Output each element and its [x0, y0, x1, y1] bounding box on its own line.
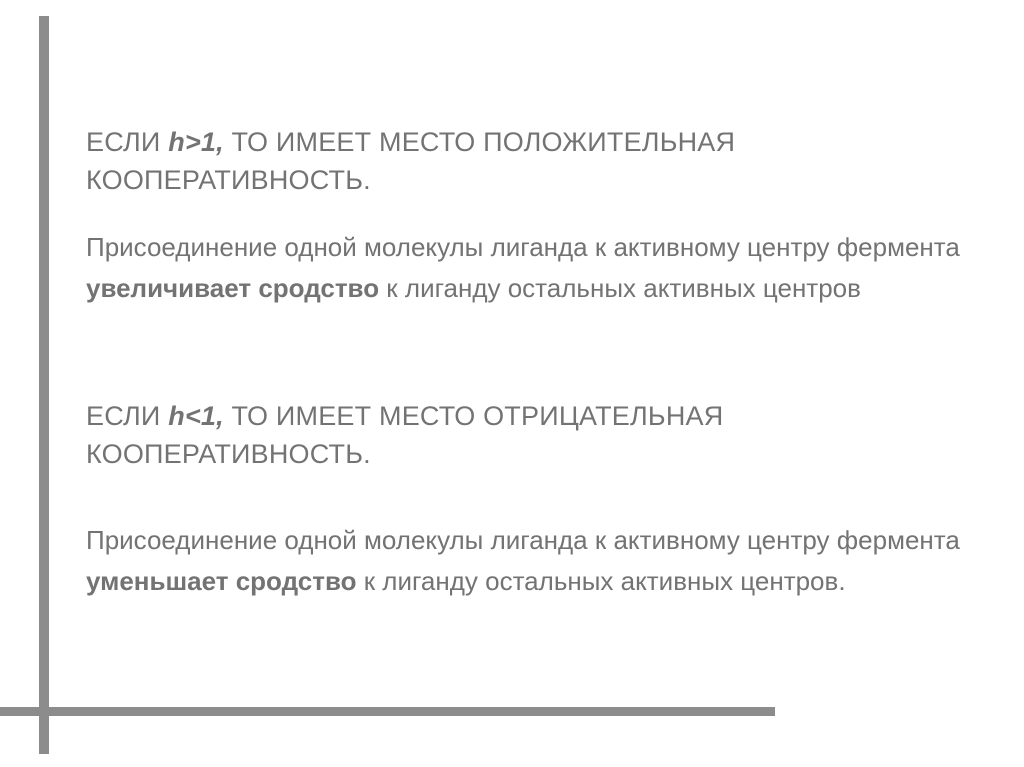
- description-start: Присоединение одной молекулы лиганда к активному центру фермента: [86, 525, 960, 555]
- description-start: Присоединение одной молекулы лиганда к активному центру фермента: [86, 232, 960, 262]
- description-end: к лиганду остальных активных центров.: [356, 566, 846, 596]
- description-emphasis: уменьшает сродство: [86, 566, 357, 596]
- hill-coefficient-condition: h<1,: [168, 401, 224, 431]
- heading-line2: КООПЕРАТИВНОСТЬ.: [86, 165, 371, 195]
- heading-prefix: ЕСЛИ: [86, 401, 169, 431]
- positive-cooperativity-description: [86, 227, 1016, 309]
- description-end: к лиганду остальных активных центров: [379, 273, 861, 303]
- positive-cooperativity-heading: [86, 123, 1016, 199]
- heading-suffix: ТО ИМЕЕТ МЕСТО ПОЛОЖИТЕЛЬНАЯ: [223, 127, 736, 157]
- negative-cooperativity-description: [86, 520, 1016, 602]
- frame-vertical-line: [39, 16, 49, 754]
- description-emphasis: увеличивает сродство: [86, 273, 380, 303]
- negative-cooperativity-heading: [86, 397, 1016, 473]
- hill-coefficient-condition: h>1,: [168, 127, 224, 157]
- heading-line2: КООПЕРАТИВНОСТЬ.: [86, 439, 371, 469]
- heading-suffix: ТО ИМЕЕТ МЕСТО ОТРИЦАТЕЛЬНАЯ: [223, 401, 724, 431]
- heading-prefix: ЕСЛИ: [86, 127, 169, 157]
- frame-horizontal-line: [0, 707, 775, 716]
